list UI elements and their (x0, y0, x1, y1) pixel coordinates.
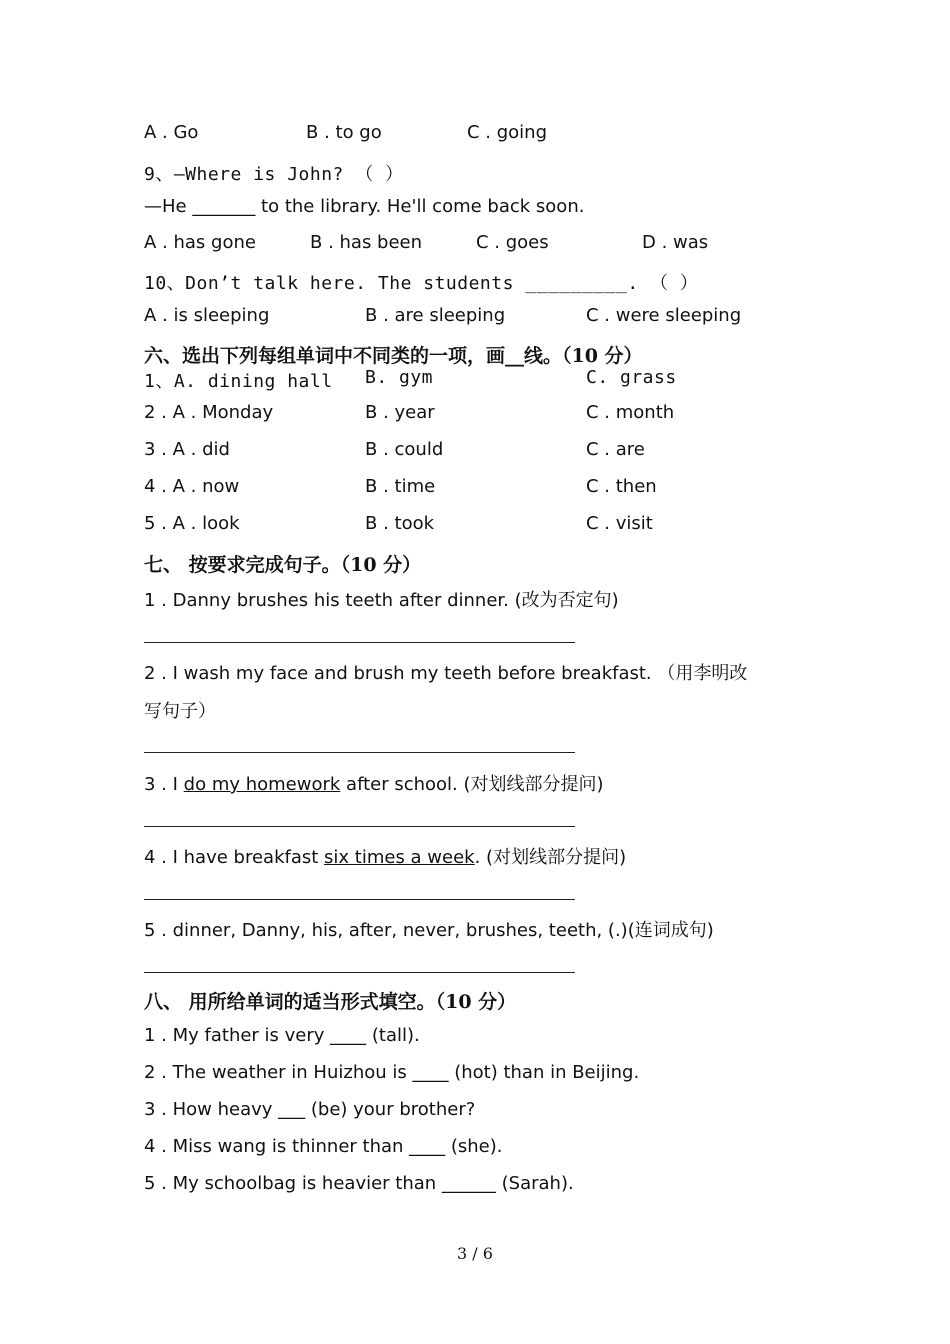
s6-r3-a: 3 . A . did (144, 439, 230, 460)
s7-q4-pre: 4 . I have breakfast (144, 847, 325, 868)
section6-row-4 (144, 476, 657, 497)
q9-option-d: D . was (642, 232, 709, 253)
answer-line-2 (144, 752, 575, 753)
q10-option-c: C . were sleeping (586, 305, 742, 326)
s7-q4-post: . (对划线部分提问) (474, 847, 627, 868)
s6-r1-a: 1、A. dining hall (144, 371, 333, 392)
q8-option-a: A . Go (144, 122, 199, 143)
s6-r5-b: B . took (365, 513, 435, 534)
s7-question-3 (144, 770, 604, 796)
s6-r3-b: B . could (365, 439, 444, 460)
q9-line2: —He _______ to the library. He'll come back soon. (144, 196, 585, 217)
q8-option-c: C . going (467, 122, 548, 143)
s7-q3-post: after school. (对划线部分提问) (340, 774, 604, 795)
q9-stem: 9、—Where is John? （ ） (144, 164, 404, 185)
s6-r4-c: C . then (586, 476, 657, 497)
q10-option-b: B . are sleeping (365, 305, 506, 326)
s6-r3-c: C . are (586, 439, 645, 460)
q8-options (144, 122, 548, 143)
s6-r1-c: C. grass (586, 367, 677, 388)
s6-r5-c: C . visit (586, 513, 653, 534)
q9-option-a: A . has gone (144, 232, 256, 253)
answer-line-5 (144, 972, 575, 973)
s8-item-4: 4 . Miss wang is thinner than ____ (she). (144, 1136, 503, 1157)
answer-line-3 (144, 826, 575, 827)
q8-option-b: B . to go (306, 122, 382, 143)
s7-question-5: 5 . dinner, Danny, his, after, never, brushes, teeth, (.)(连词成句) (144, 920, 714, 941)
s7-q3-pre: 3 . I (144, 774, 184, 795)
q9-option-c: C . goes (476, 232, 549, 253)
s6-r4-b: B . time (365, 476, 436, 497)
s6-r5-a: 5 . A . look (144, 513, 240, 534)
s7-question-4 (144, 843, 626, 869)
answer-line-4 (144, 899, 575, 900)
answer-line-1 (144, 642, 575, 643)
section8-heading: 八、 用所给单词的适当形式填空。（10 分） (144, 991, 517, 1013)
s6-r2-a: 2 . A . Monday (144, 402, 274, 423)
section6-row-3 (144, 439, 645, 460)
s8-item-3: 3 . How heavy ___ (be) your brother? (144, 1099, 476, 1120)
s8-item-5: 5 . My schoolbag is heavier than ______ (Sarah). (144, 1173, 574, 1194)
q9-option-b: B . has been (310, 232, 423, 253)
q10-options (144, 305, 742, 326)
section6-heading: 六、选出下列每组单词中不同类的一项，画__线。（10 分） (144, 345, 643, 367)
s6-r2-c: C . month (586, 402, 675, 423)
s7-question-2-line2: 写句子） (144, 701, 216, 722)
section6-row-5 (144, 513, 653, 534)
section6-row-1 (144, 367, 677, 393)
s7-question-2-line1: 2 . I wash my face and brush my teeth before breakfast. （用李明改 (144, 663, 748, 684)
q9-options (144, 232, 709, 253)
section7-heading: 七、 按要求完成句子。（10 分） (144, 554, 422, 576)
s7-question-1: 1 . Danny brushes his teeth after dinner. (改为否定句) (144, 590, 619, 611)
s6-r1-b: B. gym (365, 367, 434, 388)
page-number: 3 / 6 (457, 1244, 493, 1263)
s7-q4-underlined: six times a week (324, 847, 475, 868)
s8-item-1: 1 . My father is very ____ (tall). (144, 1025, 420, 1046)
section6-row-2 (144, 402, 675, 423)
s7-q3-underlined: do my homework (183, 774, 341, 795)
s6-r4-a: 4 . A . now (144, 476, 240, 497)
s6-r2-b: B . year (365, 402, 435, 423)
q10-stem: 10、Don’t talk here. The students _________. （ ） (144, 273, 699, 294)
q10-option-a: A . is sleeping (144, 305, 270, 326)
s8-item-2: 2 . The weather in Huizhou is ____ (hot) than in Beijing. (144, 1062, 640, 1083)
